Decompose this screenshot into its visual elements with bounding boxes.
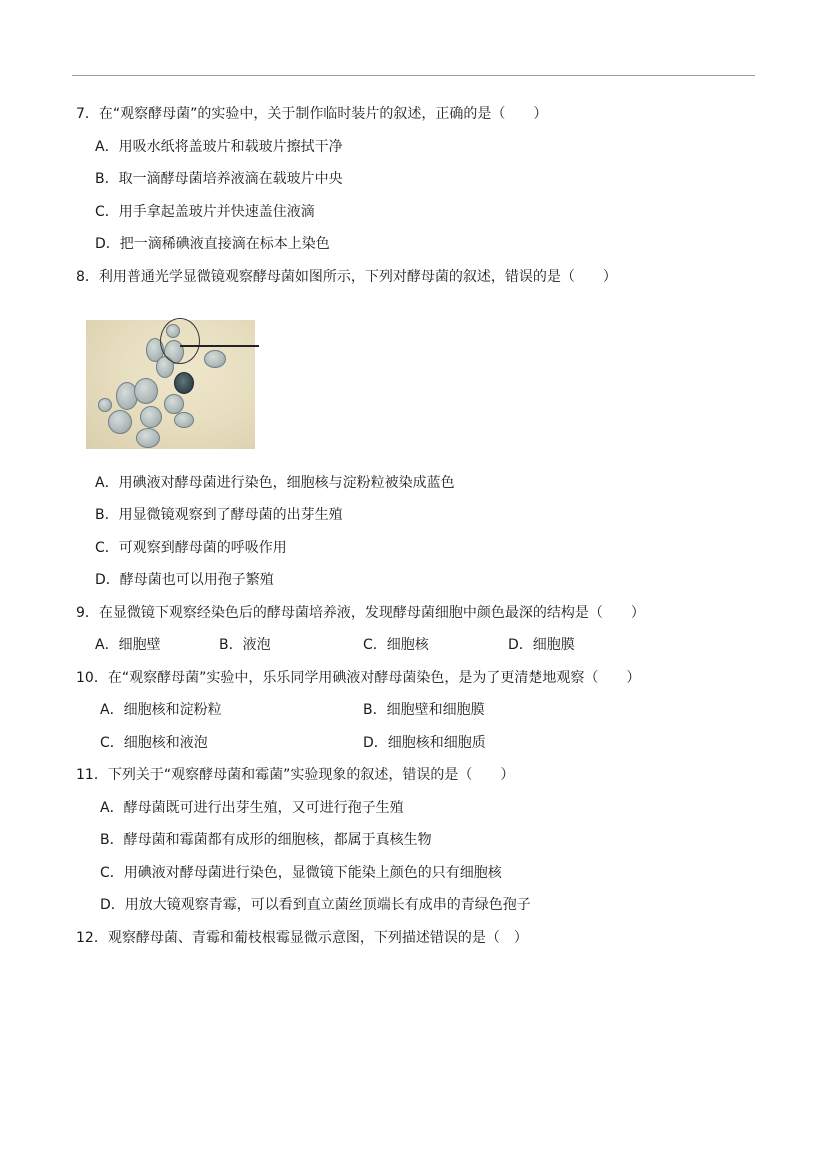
question-11-option-a: A．酵母菌既可进行出芽生殖，又可进行孢子生殖 <box>100 800 404 816</box>
question-7-option-b: B．取一滴酵母菌培养液滴在载玻片中央 <box>95 171 343 187</box>
question-9-option-a: A．细胞壁 <box>95 637 161 653</box>
question-10-option-b: B．细胞壁和细胞膜 <box>363 702 485 718</box>
question-8-option-b: B．用显微镜观察到了酵母菌的出芽生殖 <box>95 507 343 523</box>
yeast-cell <box>164 394 184 414</box>
question-7-option-d: D．把一滴稀碘液直接滴在标本上染色 <box>95 236 330 252</box>
question-9-stem: 9．在显微镜下观察经染色后的酵母菌培养液，发现酵母菌细胞中颜色最深的结构是（ ） <box>76 605 645 621</box>
yeast-cell <box>174 412 194 428</box>
question-10-option-d: D．细胞核和细胞质 <box>363 735 486 751</box>
question-11-option-c: C．用碘液对酵母菌进行染色，显微镜下能染上颜色的只有细胞核 <box>100 865 502 881</box>
question-11-option-b: B．酵母菌和霉菌都有成形的细胞核，都属于真核生物 <box>100 832 432 848</box>
yeast-cell <box>134 378 158 404</box>
stained-yeast-cell <box>174 372 194 394</box>
yeast-cell <box>98 398 112 412</box>
highlight-circle <box>160 318 200 364</box>
question-8-option-d: D．酵母菌也可以用孢子繁殖 <box>95 572 274 588</box>
header-rule <box>72 75 755 76</box>
yeast-cell <box>140 406 162 428</box>
question-9-option-b: B．液泡 <box>219 637 271 653</box>
question-10-option-a: A．细胞核和淀粉粒 <box>100 702 222 718</box>
question-7-option-c: C．用手拿起盖玻片并快速盖住液滴 <box>95 204 315 220</box>
question-10-option-c: C．细胞核和液泡 <box>100 735 208 751</box>
question-9-option-d: D．细胞膜 <box>508 637 575 653</box>
question-8-option-c: C．可观察到酵母菌的呼吸作用 <box>95 540 287 556</box>
yeast-cell <box>108 410 132 434</box>
yeast-cell <box>204 350 226 368</box>
question-9-option-c: C．细胞核 <box>363 637 429 653</box>
question-7-stem: 7．在“观察酵母菌”的实验中，关于制作临时装片的叙述，正确的是（ ） <box>76 106 548 122</box>
question-10-stem: 10．在“观察酵母菌”实验中，乐乐同学用碘液对酵母菌染色，是为了更清楚地观察（ ） <box>76 670 641 686</box>
question-11-option-d: D．用放大镜观察青霉，可以看到直立菌丝顶端长有成串的青绿色孢子 <box>100 897 531 913</box>
pointer-line <box>180 345 259 347</box>
yeast-cell <box>136 428 160 448</box>
question-7-option-a: A．用吸水纸将盖玻片和载玻片擦拭干净 <box>95 139 343 155</box>
question-11-stem: 11．下列关于“观察酵母菌和霉菌”实验现象的叙述，错误的是（ ） <box>76 767 515 783</box>
question-8-option-a: A．用碘液对酵母菌进行染色，细胞核与淀粉粒被染成蓝色 <box>95 475 455 491</box>
question-8-stem: 8．利用普通光学显微镜观察酵母菌如图所示，下列对酵母菌的叙述，错误的是（ ） <box>76 269 617 285</box>
question-12-stem: 12．观察酵母菌、青霉和葡枝根霉显微示意图，下列描述错误的是（ ） <box>76 930 528 946</box>
